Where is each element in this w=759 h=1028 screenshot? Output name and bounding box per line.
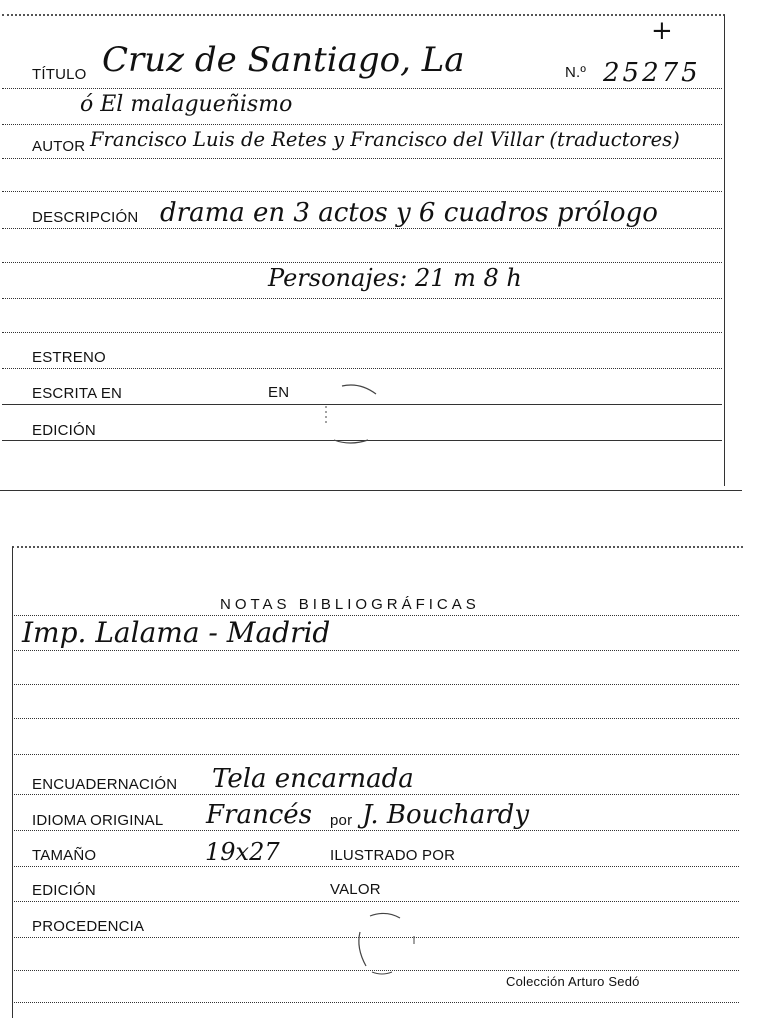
idioma-value: Francés [206,800,313,830]
autor-line [2,158,722,159]
encuadernacion-label: ENCUADERNACIÓN [32,776,178,793]
numero-label: N.º [565,64,587,81]
descripcion-value: drama en 3 actos y 6 cuadros prólogo [160,198,658,228]
tamano-label: TAMAÑO [32,847,97,864]
card-separator [0,490,742,491]
procedencia-label: PROCEDENCIA [32,918,145,935]
subtitle-line [2,124,722,125]
blank-line-3 [2,332,722,333]
tamano-line [14,866,739,867]
estreno-line [2,368,722,369]
back-edicion-line [14,901,739,902]
por-value: J. Bouchardy [362,800,530,830]
autor-label: AUTOR [32,138,86,155]
idioma-line [14,830,739,831]
edicion-label: EDICIÓN [32,422,96,439]
por-label: por [330,812,353,829]
footer-line [14,1002,739,1003]
ilustrado-label: ILUSTRADO POR [330,847,456,864]
personajes-line [2,298,722,299]
estreno-label: ESTRENO [32,349,106,366]
escrita-label: ESCRITA EN [32,385,123,402]
punch-hole-mark [320,380,390,450]
notas-value: Imp. Lalama - Madrid [22,616,331,649]
titulo-value: Cruz de Santiago, La [102,40,465,80]
back-edicion-label: EDICIÓN [32,882,96,899]
numero-value: 25275 [603,58,701,88]
blank-line-4 [14,684,739,685]
notas-value-line [14,650,739,651]
plus-mark: + [651,16,673,46]
encuadernacion-value: Tela encarnada [212,764,414,794]
blank-line-5 [14,718,739,719]
notas-heading: NOTAS BIBLIOGRÁFICAS [220,596,480,613]
blank-line-2 [2,262,722,263]
punch-hole-mark-bottom [352,908,422,978]
autor-value: Francisco Luis de Retes y Francisco del Villar (traductores) [90,128,680,151]
personajes-value: Personajes: 21 m 8 h [268,264,522,292]
subtitle-value: ó El malagueñismo [80,92,293,117]
coleccion-footer: Colección Arturo Sedó [506,974,640,989]
en-label: EN [268,384,290,401]
idioma-label: IDIOMA ORIGINAL [32,812,164,829]
blank-line-1 [2,191,722,192]
valor-label: VALOR [330,881,381,898]
blank-line-6 [14,754,739,755]
titulo-line [2,88,722,89]
descripcion-label: DESCRIPCIÓN [32,209,139,226]
titulo-label: TÍTULO [32,66,87,83]
encuadernacion-line [14,794,739,795]
tamano-value: 19x27 [205,838,280,866]
descripcion-line [2,228,722,229]
